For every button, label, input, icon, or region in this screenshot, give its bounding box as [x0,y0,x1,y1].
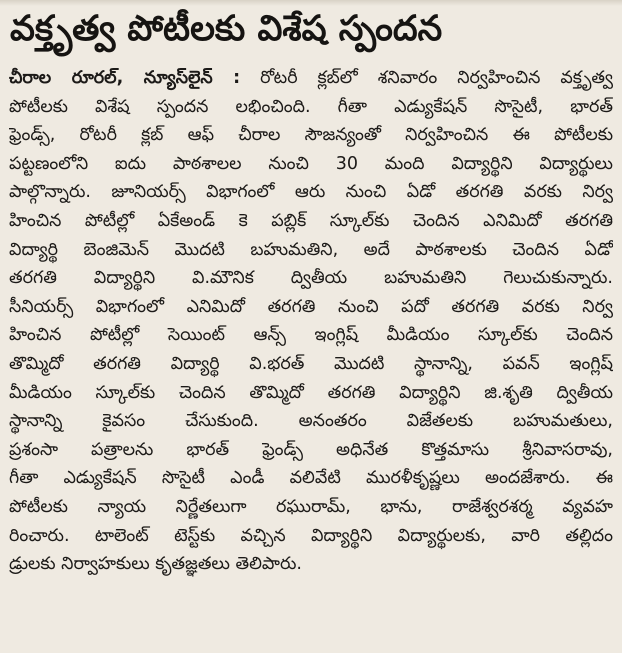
article-line-7: విద్యార్థి బెంజిమెన్ మొదటి బహుమతిని, అదే పాఠశాలకు చెందిన ఏడో [9,239,613,260]
article-line-17: రించారు. టాలెంట్ టెస్ట్‌కు వచ్చిన విద్యార్థిని విద్యార్థులకు, వారి తల్లిదం [9,525,613,546]
article-line-1-text: రోటరీ క్లబ్‌లో శనివారం నిర్వహించిన వక్తృత్వ [260,68,613,88]
article-line-16: పోటీలకు న్యాయ నిర్ణేతలుగా రఘురామ్, భాను, రాజేశ్వరశర్మ వ్యవహ [9,496,613,517]
article-line-3: ఫ్రెండ్స్, రోటరీ క్లబ్ ఆఫ్ చీరాల సౌజన్యంతో నిర్వహించిన ఈ పోటీలకు [9,125,613,146]
article-dateline: చీరాల రూరల్, న్యూస్‌లైన్ : [9,68,241,88]
article-line-11: తొమ్మిదో తరగతి విద్యార్థి వి.భరత్ మొదటి స్థానాన్ని, పవన్ ఇంగ్లిష్ [9,353,613,374]
article-line-15: గీతా ఎడ్యుకేషన్ సొసైటీ ఎండీ వలివేటి మురళీకృష్ణలు అందజేశారు. ఈ [9,468,613,489]
article-line-12: మీడియం స్కూల్‌కు చెందిన తొమ్మిదో తరగతి విద్యార్థిని జి.శృతి ద్వితీయ [9,382,613,403]
article-line-18: డ్రులకు నిర్వాహకులు కృతజ్ఞతలు తెలిపారు. [9,554,302,575]
article-line-4: పట్టణంలోని ఐదు పాఠశాలల నుంచి 30 మంది విద్యార్థిని విద్యార్థులు [9,153,613,174]
article-line-10: హించిన పోటీల్లో సెయింట్ ఆన్స్ ఇంగ్లిష్ మీడియం స్కూల్‌కు చెందిన [9,325,613,346]
article-line-8: తరగతి విద్యార్థిని వి.మౌనిక ద్వితీయ బహుమతిని గెలుచుకున్నారు. [9,268,613,289]
article-line-1 [9,64,613,93]
article-body [9,64,613,649]
article-line-6: హించిన పోటీల్లో ఏకేఅండ్ కె పబ్లిక్ స్కూల్‌కు చెందిన ఎనిమిదో తరగతి [9,210,613,231]
article-line-13: స్థానాన్ని కైవసం చేసుకుంది. అనంతరం విజేతలకు బహుమతులు, [9,411,613,432]
article-line-9: సీనియర్స్ విభాగంలో ఎనిమిదో తరగతి నుంచి పదో తరగతి వరకు నిర్వ [9,296,613,317]
article-headline: వక్తృత్వ పోటీలకు విశేష స్పందన [10,9,443,49]
article-line-14: ప్రశంసా పత్రాలను భారత్ ఫ్రెండ్స్ అధినేత కొత్తమాసు శ్రీనివాసరావు, [9,439,613,460]
article-line-5: పాల్గొన్నారు. జూనియర్స్ విభాగంలో ఆరు నుంచి ఏడో తరగతి వరకు నిర్వ [9,182,613,203]
article-line-2: పోటీలకు విశేష స్పందన లభించింది. గీతా ఎడ్యుకేషన్ సొసైటీ, భారత్ [9,96,613,117]
